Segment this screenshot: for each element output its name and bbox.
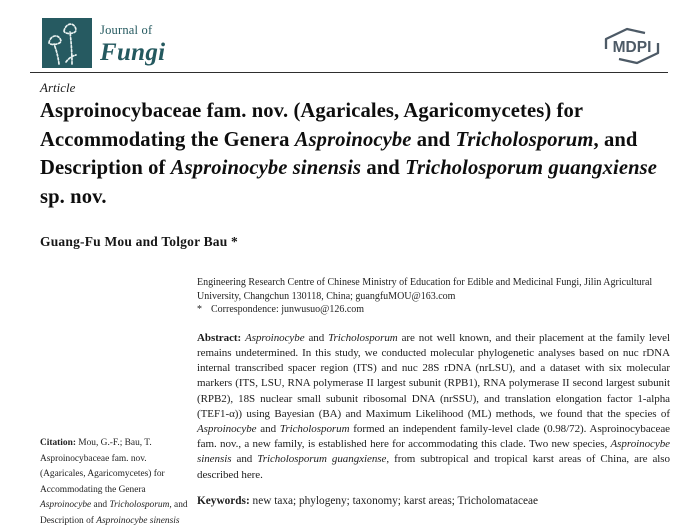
keywords-text: new taxa; phylogeny; taxonomy; karst areas; Tricholomataceae xyxy=(249,494,539,507)
correspondence-line xyxy=(197,303,670,317)
affiliation-text: Engineering Research Centre of Chinese Ministry of Education for Edible and Medicinal Fungi, Jilin Agricultural University, Changchun 130118, China; guangfuMOU@163.com xyxy=(197,277,653,302)
journal-name xyxy=(100,24,165,65)
keywords-label: Keywords: xyxy=(197,494,250,507)
publisher-logo xyxy=(597,26,667,66)
citation-box: Citation: Mou, G.-F.; Bau, T. Asproinocybaceae fam. nov. (Agaricales, Agaricomycetes) for Accommodating the Genera Asproinocybe and Tricholosporum, and Description of Asproinocybe sinensis xyxy=(40,438,188,526)
article-type-label: Article xyxy=(40,80,76,95)
journal-name-top: Journal of xyxy=(100,23,153,37)
fungi-logo-icon xyxy=(42,18,92,68)
correspondence-text: Correspondence: junwusuo@126.com xyxy=(211,304,365,316)
journal-logo xyxy=(42,18,92,68)
keywords-line xyxy=(197,494,670,509)
correspondence-marker: * xyxy=(197,304,202,316)
page-title: Asproinocybaceae fam. nov. (Agaricales, Agaricomycetes) for Accommodating the Genera Asproinocybe and Tricholosporum, and Description of Asproinocybe sinensis and Tricholosporum guangxiense sp. nov. xyxy=(40,100,657,208)
mdpi-logo-icon xyxy=(597,26,667,66)
authors-line: Guang-Fu Mou and Tolgor Bau * xyxy=(40,234,238,249)
mdpi-logo-text: MDPI xyxy=(612,39,652,56)
abstract-paragraph: Abstract: Asproinocybe and Tricholosporum are not well known, and their placement at the family level remains undetermined. In this study, we conducted molecular phylogenetic analyses based on nuc rDNA internal transcribed spacer region (ITS) and nuc 28S rDNA (nrLSU), and a dataset with six molecular markers (ITS, LSU, RNA polymerase II largest subunit (RPB1), RNA polymerase II second largest subunit (RPB2), 18S nuclear small subunit ribosomal DNA (nrSSU), and translation elongation factor 1-alpha (TEF1-α)) using Bayesian (BA) and Maximum Likelihood (ML) methods, we found that the species of Asproinocybe and Tricholosporum formed an independent family-level clade (0.98/72). Asproinocybaceae fam. nov., a new family, is established here for accommodating this clade. Two new species, Asproinocybe sinensis and Tricholosporum guangxiense, from subtropical and tropical karst areas of China, are also described here. xyxy=(197,331,670,481)
header-divider xyxy=(30,72,668,73)
right-column xyxy=(197,276,670,509)
journal-name-main: Fungi xyxy=(100,38,166,66)
